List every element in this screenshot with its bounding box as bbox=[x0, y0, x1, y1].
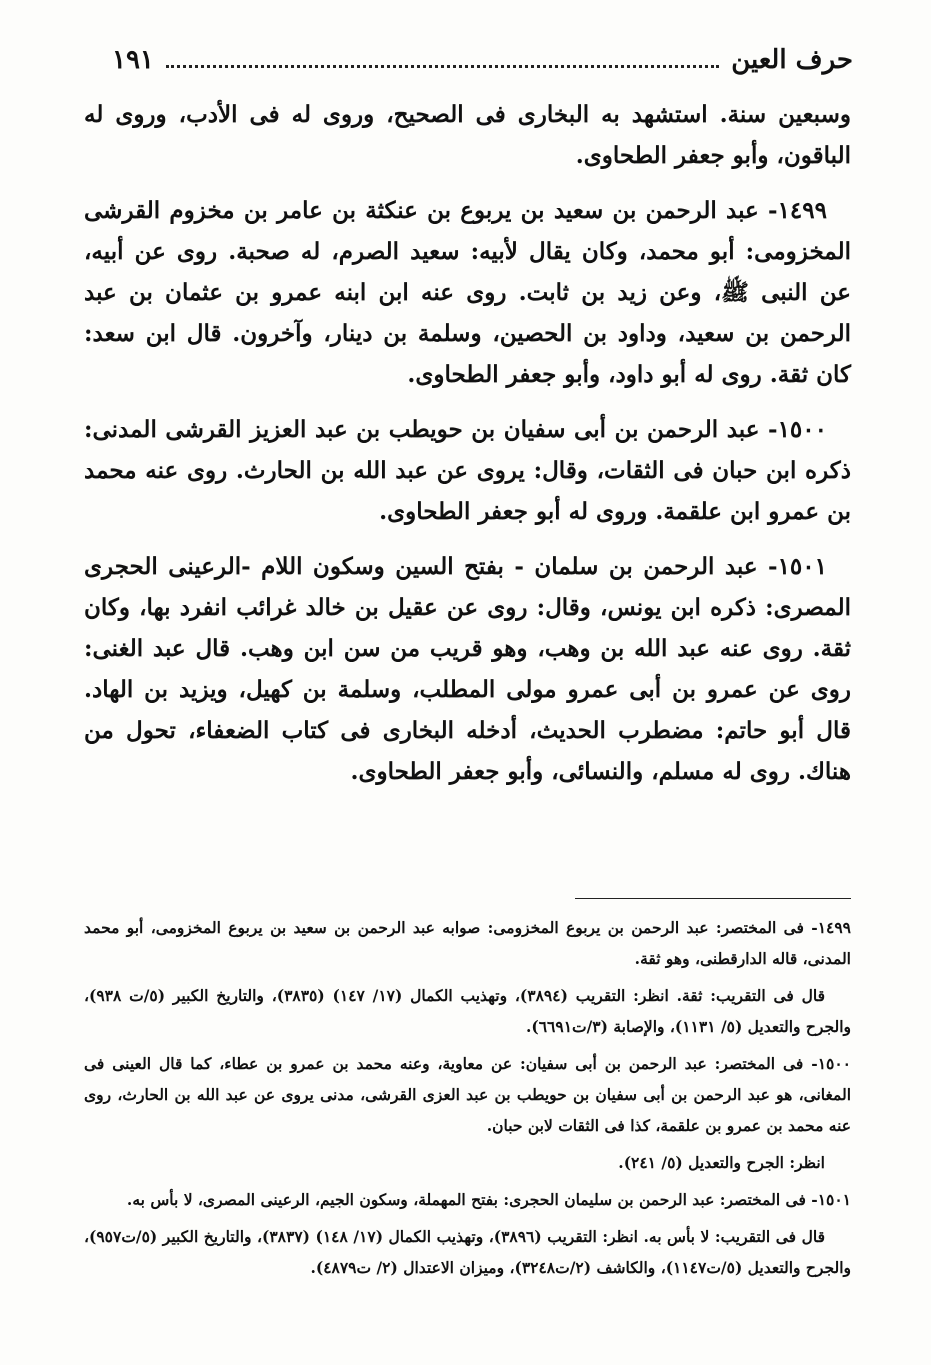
entry-1500: ١٥٠٠- عبد الرحمن بن أبى سفيان بن حويطب بن عبد العزيز القرشى المدنى: ذكره ابن حبان فى الثقات، وقال: يروى عن عبد الله بن الحارث. روى عنه محمد بن عمرو ابن علقمة. وروى له أبو جعفر الطحاوى. bbox=[84, 416, 851, 525]
chapter-title: حرف العين bbox=[731, 45, 853, 75]
footnote-1500-refs: انظر: الجرح والتعديل (٥/ ٢٤١). bbox=[618, 1153, 825, 1172]
running-header bbox=[112, 38, 853, 82]
continuation-paragraph: وسبعين سنة. استشهد به البخارى فى الصحيح، وروى له فى الأدب، وروى له الباقون، وأبو جعفر الطحاوى. bbox=[84, 101, 851, 169]
footnote-separator bbox=[575, 898, 851, 899]
footnote-1500: ١٥٠٠- فى المختصر: عبد الرحمن بن أبى سفيان: عن معاوية، وعنه محمد بن عمرو بن عطاء، كما قال العينى فى المغانى، هو عبد الرحمن بن أبى سفيان بن حويطب بن عبد العزى القرشى، مدنى يروى عن عبد الله بن الحارث، روى عنه محمد بن عمرو بن علقمة، كذا فى الثقات لابن حبان. bbox=[84, 1054, 851, 1135]
footnote-1499-refs: قال فى التقريب: ثقة. انظر: التقريب (٣٨٩٤)، وتهذيب الكمال (١٧/ ١٤٧) (٣٨٣٥)، والتاريخ الكبير (٥/ت ٩٣٨)، والجرح والتعديل (٥/ ١١٣١)، والإصابة (٣/ت٦٦٩١). bbox=[84, 986, 851, 1036]
main-text bbox=[84, 94, 851, 806]
page-number: ١٩١ bbox=[112, 45, 154, 75]
footnote-1499: ١٤٩٩- فى المختصر: عبد الرحمن بن يربوع المخزومى: صوابه عبد الرحمن بن سعيد بن يربوع المخزومى، أبو محمد المدنى، قاله الدارقطنى، وهو ثقة. bbox=[84, 918, 851, 968]
footnote-1501-refs: قال فى التقريب: لا بأس به. انظر: التقريب (٣٨٩٦)، وتهذيب الكمال (١٧/ ١٤٨) (٣٨٣٧)، والتاريخ الكبير (٥/ت٩٥٧)، والجرح والتعديل (٥/ت١١٤٧)، والكاشف (٢/ت٣٢٤٨)، وميزان الاعتدال (٢/ ت٤٨٧٩). bbox=[84, 1227, 851, 1277]
entry-1499: ١٤٩٩- عبد الرحمن بن سعيد بن يربوع بن عنكثة بن عامر بن مخزوم القرشى المخزومى: أبو محمد، وكان يقال لأبيه: سعيد الصرم، له صحبة. روى عن أبيه، عن النبى ﷺ، وعن زيد بن ثابت. روى عنه ابن ابنه عمرو بن عثمان بن عبد الرحمن بن سعيد، وداود بن الحصين، وسلمة بن دينار، وآخرون. قال ابن سعد: كان ثقة. روى له أبو داود، وأبو جعفر الطحاوى. bbox=[84, 197, 851, 388]
footnote-1501: ١٥٠١- فى المختصر: عبد الرحمن بن سليمان الحجرى: بفتح المهملة، وسكون الجيم، الرعينى المصرى، لا بأس به. bbox=[126, 1190, 851, 1209]
footnotes bbox=[84, 912, 851, 1289]
leader-dots bbox=[166, 65, 719, 68]
entry-1501: ١٥٠١- عبد الرحمن بن سلمان - بفتح السين وسكون اللام -الرعينى الحجرى المصرى: ذكره ابن يونس، وقال: روى عن عقيل بن خالد غرائب انفرد بها، وكان ثقة. روى عنه عبد الله بن وهب، وهو قريب من سن ابن وهب. قال عبد الغنى: روى عن عمرو بن أبى عمرو مولى المطلب، وسلمة بن كهيل، ويزيد بن الهاد. قال أبو حاتم: مضطرب الحديث، أدخله البخارى فى كتاب الضعفاء، تحول من هناك. روى له مسلم، والنسائى، وأبو جعفر الطحاوى. bbox=[84, 553, 851, 785]
